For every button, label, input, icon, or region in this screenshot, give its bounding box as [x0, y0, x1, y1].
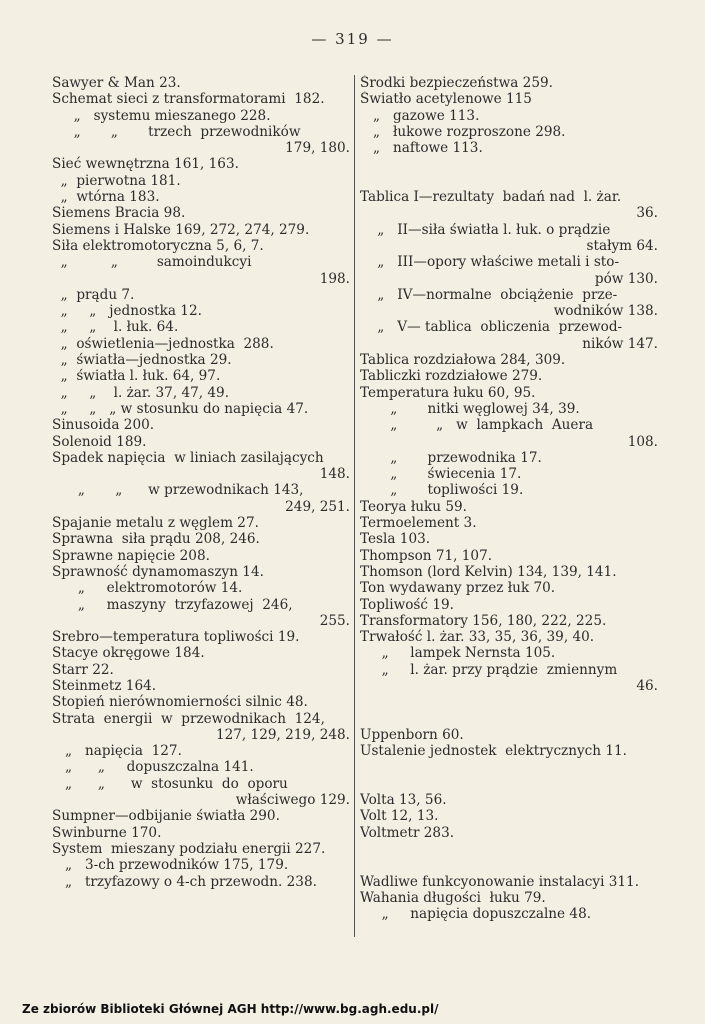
index-column-right: [360, 75, 658, 922]
index-entry-line: „ świecenia 17.: [360, 466, 522, 483]
index-entry-line: „ topliwości 19.: [360, 482, 524, 499]
index-entry-line: Siemens i Halske 169, 272, 274, 279.: [52, 221, 310, 238]
index-entry-line: „ oświetlenia—jednostka 288.: [52, 335, 274, 352]
index-entry-line: [360, 857, 658, 873]
index-entry-line: Teorya łuku 59.: [360, 498, 467, 515]
index-entry-line: [360, 776, 658, 792]
index-entry-line: „ II—siła światła l. łuk. o prądzie: [360, 221, 611, 238]
index-entry-line: Tesla 103.: [360, 531, 431, 548]
index-entry-line: 255.: [319, 612, 350, 629]
index-entry-line: Sprawne napięcie 208.: [52, 547, 210, 564]
index-entry-line: Srebro—temperatura topliwości 19.: [52, 629, 300, 646]
index-entry-line: ników 147.: [582, 335, 658, 352]
index-entry-line: Transformatory 156, 180, 222, 225.: [360, 612, 607, 629]
index-entry-line: właściwego 129.: [235, 792, 350, 809]
index-entry-line: „ napięcia dopuszczalne 48.: [360, 906, 592, 923]
index-entry-line: stałym 64.: [586, 237, 658, 254]
index-entry-line: [360, 156, 658, 172]
index-entry-line: Stacye okręgowe 184.: [52, 645, 205, 662]
index-entry-line: Światło acetylenowe 115: [360, 91, 532, 108]
index-entry-line: Trwałość l. żar. 33, 35, 36, 39, 40.: [360, 629, 595, 646]
index-entry-line: „ „ l. żar. 37, 47, 49.: [52, 384, 230, 401]
index-entry-line: „ łukowe rozproszone 298.: [360, 123, 566, 140]
index-entry-line: Ton wydawany przez łuk 70.: [360, 580, 556, 597]
index-entry-line: Środki bezpieczeństwa 259.: [360, 75, 553, 91]
index-entry-line: „ „ trzech przewodników: [52, 123, 301, 140]
index-entry-line: „ systemu mieszanego 228.: [52, 107, 271, 124]
index-entry-line: Spadek napięcia w liniach zasilających: [52, 449, 324, 466]
index-entry-line: Sinusoida 200.: [52, 417, 155, 434]
index-entry-line: „ „ w stosunku do oporu: [52, 775, 288, 792]
index-entry-line: pów 130.: [594, 270, 658, 287]
index-entry-line: Steinmetz 164.: [52, 677, 157, 694]
index-entry-line: Swinburne 170.: [52, 824, 162, 841]
index-entry-line: „ naftowe 113.: [360, 140, 483, 157]
index-entry-line: „ „ w lampkach Auera: [360, 417, 594, 434]
index-entry-line: „ l. żar. przy prądzie zmiennym: [360, 661, 618, 678]
index-entry-line: 148.: [319, 466, 350, 483]
index-entry-line: „ gazowe 113.: [360, 107, 480, 124]
index-entry-line: Strata energii w przewodnikach 124,: [52, 710, 325, 727]
index-entry-line: Sprawność dynamomaszyn 14.: [52, 563, 264, 580]
index-entry-line: wodników 138.: [553, 303, 658, 320]
index-entry-line: „ „ l. łuk. 64.: [52, 319, 179, 336]
index-entry-line: „ 3-ch przewodników 175, 179.: [52, 857, 289, 874]
index-entry-line: „ lampek Nernsta 105.: [360, 645, 556, 662]
index-entry-line: [360, 694, 658, 710]
index-entry-line: „ elektromotorów 14.: [52, 580, 243, 597]
index-entry-line: 46.: [636, 677, 658, 694]
index-entry-line: Starr 22.: [52, 661, 114, 678]
index-entry-line: Thomson (lord Kelvin) 134, 139, 141.: [360, 563, 617, 580]
index-entry-line: Sprawna siła prądu 208, 246.: [52, 531, 260, 548]
index-entry-line: Sawyer & Man 23.: [52, 75, 181, 91]
index-entry-line: Volta 13, 56.: [360, 792, 447, 809]
index-entry-line: „ „ w przewodnikach 143,: [52, 482, 304, 499]
index-entry-line: Temperatura łuku 60, 95.: [360, 384, 536, 401]
index-entry-line: Stopień nierównomierności silnic 48.: [52, 694, 308, 711]
index-entry-line: „ pierwotna 181.: [52, 172, 181, 189]
index-entry-line: „ III—opory właściwe metali i sto-: [360, 254, 620, 271]
page-number: — 319 —: [311, 30, 394, 48]
index-entry-line: „ napięcia 127.: [52, 743, 182, 760]
index-entry-line: 108.: [627, 433, 658, 450]
index-entry-line: Tabliczki rozdziałowe 279.: [360, 368, 543, 385]
index-entry-line: Wadliwe funkcyonowanie instalacyi 311.: [360, 873, 640, 890]
index-entry-line: 127, 129, 219, 248.: [215, 726, 350, 743]
index-entry-line: „ „ samoindukcyi: [52, 254, 252, 271]
index-entry-line: „ nitki węglowej 34, 39.: [360, 400, 580, 417]
index-entry-line: „ IV—normalne obciążenie prze-: [360, 286, 618, 303]
index-entry-line: [360, 711, 658, 727]
library-footer: Ze zbiorów Biblioteki Głównej AGH http://www.bg.agh.edu.pl/: [22, 1002, 439, 1016]
index-entry-line: [360, 759, 658, 775]
column-divider: [354, 75, 355, 937]
index-entry-line: „ maszyny trzyfazowej 246,: [52, 596, 293, 613]
index-entry-line: Wahania długości łuku 79.: [360, 889, 546, 906]
index-entry-line: Voltmetr 283.: [360, 824, 455, 841]
index-entry-line: Tablica I—rezultaty badań nad l. żar.: [360, 189, 622, 206]
index-entry-line: „ światła l. łuk. 64, 97.: [52, 368, 221, 385]
index-entry-line: Tablica rozdziałowa 284, 309.: [360, 352, 566, 369]
index-entry-line: 249, 251.: [285, 498, 350, 515]
index-entry-line: „ wtórna 183.: [52, 189, 160, 206]
index-entry-line: Ustalenie jednostek elektrycznych 11.: [360, 743, 627, 760]
index-entry-line: Uppenborn 60.: [360, 726, 464, 743]
index-entry-line: „ trzyfazowy o 4-ch przewodn. 238.: [52, 873, 317, 890]
index-entry-line: Topliwość 19.: [360, 596, 454, 613]
index-entry-line: Siemens Bracia 98.: [52, 205, 186, 222]
index-entry-line: [360, 173, 658, 189]
index-entry-line: System mieszany podziału energii 227.: [52, 840, 326, 857]
index-entry-line: Solenoid 189.: [52, 433, 147, 450]
index-entry-line: Sieć wewnętrzna 161, 163.: [52, 156, 239, 173]
index-entry-line: „ „ jednostka 12.: [52, 303, 202, 320]
index-entry-line: Sumpner—odbijanie światła 290.: [52, 808, 280, 825]
index-entry-line: „ V— tablica obliczenia przewod-: [360, 319, 623, 336]
index-entry-line: 179, 180.: [285, 140, 350, 157]
index-entry-line: Volt 12, 13.: [360, 808, 439, 825]
index-entry-line: Thompson 71, 107.: [360, 547, 493, 564]
index-entry-line: 198.: [319, 270, 350, 287]
index-entry-line: [360, 841, 658, 857]
index-entry-line: Schemat sieci z transformatorami 182.: [52, 91, 325, 108]
index-entry-line: „ „ dopuszczalna 141.: [52, 759, 254, 776]
index-entry-line: Termoelement 3.: [360, 515, 477, 532]
index-entry-line: „ przewodnika 17.: [360, 449, 542, 466]
index-entry-line: „ „ „ w stosunku do napięcia 47.: [52, 400, 309, 417]
index-entry-line: Spajanie metalu z węglem 27.: [52, 515, 259, 532]
index-column-left: [52, 75, 350, 890]
index-entry-line: „ prądu 7.: [52, 286, 135, 303]
index-entry-line: „ światła—jednostka 29.: [52, 352, 232, 369]
index-entry-line: Siła elektromotoryczna 5, 6, 7.: [52, 237, 264, 254]
index-entry-line: 36.: [636, 205, 658, 222]
